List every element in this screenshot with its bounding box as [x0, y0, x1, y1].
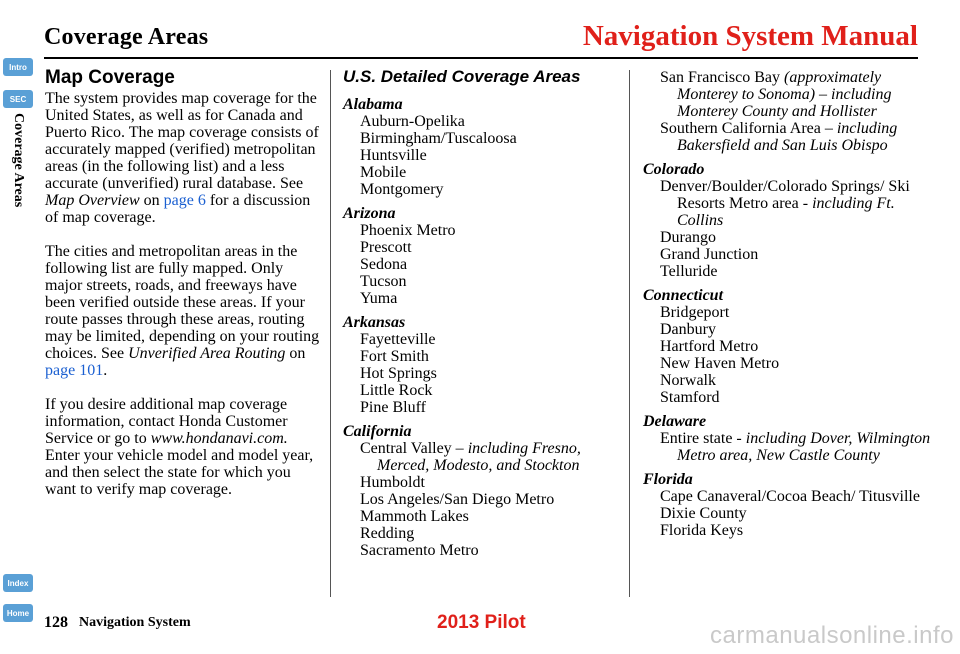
manual-title: Navigation System Manual	[582, 20, 918, 52]
map-coverage-column	[45, 66, 320, 515]
list-item: Durango	[660, 229, 716, 246]
detailed-coverage-column	[343, 66, 618, 559]
state-arizona: Arizona	[343, 205, 396, 222]
list-item: Auburn-Opelika	[360, 113, 465, 130]
list-item: Phoenix Metro	[360, 222, 456, 239]
coverage-paragraph-3: If you desire additional map coverage information, contact Honda Customer Service or go to www.hondanavi.com. Enter your vehicle model and model year, and then select the state for which you want to verify map coverage.	[45, 396, 314, 498]
page-6-link[interactable]: page 6	[163, 192, 206, 209]
delaware-city-list	[643, 430, 943, 464]
california-city-list-continued	[643, 69, 943, 154]
list-item: Fort Smith	[360, 348, 429, 365]
list-item: Bridgeport	[660, 304, 730, 321]
list-item: Humboldt	[360, 474, 425, 491]
state-alabama: Alabama	[343, 96, 403, 113]
page-section-title: Coverage Areas	[44, 24, 209, 50]
list-item: Sedona	[360, 256, 408, 273]
list-item: Huntsville	[360, 147, 427, 164]
list-item: Tucson	[360, 273, 407, 290]
arkansas-city-list	[343, 331, 618, 416]
footer-label: Navigation System	[79, 615, 191, 630]
state-delaware: Delaware	[643, 413, 707, 430]
connecticut-city-list	[643, 304, 943, 406]
section-vertical-label: Coverage Areas	[11, 113, 26, 208]
index-tab[interactable]: Index	[3, 574, 33, 592]
arizona-city-list	[343, 222, 618, 307]
list-item: Danbury	[660, 321, 716, 338]
page-number: 128	[44, 614, 68, 631]
list-item: Mobile	[360, 164, 407, 181]
detailed-coverage-heading: U.S. Detailed Coverage Areas	[343, 67, 581, 86]
list-item: Telluride	[660, 263, 718, 280]
list-item: San Francisco Bay (approximately Monterey to Sonoma) – including Monterey County and Hollister	[660, 69, 892, 120]
page-101-link[interactable]: page 101	[45, 362, 104, 379]
list-item: Hartford Metro	[660, 338, 759, 355]
state-colorado: Colorado	[643, 161, 705, 178]
state-california: California	[343, 423, 412, 440]
list-item: Fayetteville	[360, 331, 436, 348]
list-item: Dixie County	[660, 505, 747, 522]
list-item: Yuma	[360, 290, 398, 307]
list-item: Montgomery	[360, 181, 444, 198]
intro-tab[interactable]: Intro	[3, 58, 33, 76]
state-arkansas: Arkansas	[343, 314, 406, 331]
list-item: Redding	[360, 525, 415, 542]
list-item: Grand Junction	[660, 246, 759, 263]
list-item: Norwalk	[660, 372, 716, 389]
state-connecticut: Connecticut	[643, 287, 724, 304]
list-item: Southern California Area – including Bakersfield and San Luis Obispo	[660, 120, 898, 154]
column-divider-1	[330, 70, 331, 597]
list-item: Prescott	[360, 239, 412, 256]
florida-city-list	[643, 488, 943, 539]
list-item: Birmingham/Tuscaloosa	[360, 130, 517, 147]
list-item: Mammoth Lakes	[360, 508, 469, 525]
header-divider	[44, 57, 918, 59]
list-item: Sacramento Metro	[360, 542, 479, 559]
list-item: Florida Keys	[660, 522, 744, 539]
list-item: Little Rock	[360, 382, 433, 399]
model-year-label: 2013 Pilot	[437, 612, 526, 633]
alabama-city-list	[343, 113, 618, 198]
home-tab[interactable]: Home	[3, 604, 33, 622]
list-item: New Haven Metro	[660, 355, 780, 372]
list-item: Entire state - including Dover, Wilmington Metro area, New Castle County	[660, 430, 931, 464]
state-florida: Florida	[643, 471, 693, 488]
california-city-list	[343, 440, 618, 559]
list-item: Los Angeles/San Diego Metro	[360, 491, 555, 508]
colorado-city-list	[643, 178, 943, 280]
list-item: Stamford	[660, 389, 720, 406]
coverage-continued-column	[643, 69, 943, 539]
list-item: Hot Springs	[360, 365, 437, 382]
list-item: Pine Bluff	[360, 399, 426, 416]
list-item: Cape Canaveral/Cocoa Beach/ Titusville	[660, 488, 920, 505]
site-watermark: carmanualsonline.info	[710, 622, 954, 649]
coverage-paragraph-1: The system provides map coverage for the United States, as well as for Canada and Puerto Rico. The map coverage consists of accurately mapped (verified) metropolitan areas (in the following list) and a less accurate (unverified) rural database. See Map Overview on page 6 for a discussion of map coverage.	[45, 90, 319, 226]
map-coverage-heading: Map Coverage	[45, 67, 175, 88]
list-item: Central Valley – including Fresno, Merced, Modesto, and Stockton	[360, 440, 581, 474]
coverage-paragraph-2: The cities and metropolitan areas in the following list are fully mapped. Only major streets, roads, and freeways have been verified outside these areas. If your route passes through these areas, routing may be limited, depending on your routing choices. See Unverified Area Routing on page 101.	[45, 243, 320, 379]
sec-tab[interactable]: SEC	[3, 90, 33, 108]
column-divider-2	[629, 70, 630, 597]
list-item: Denver/Boulder/Colorado Springs/ Ski Resorts Metro area - including Ft. Collins	[660, 178, 910, 229]
